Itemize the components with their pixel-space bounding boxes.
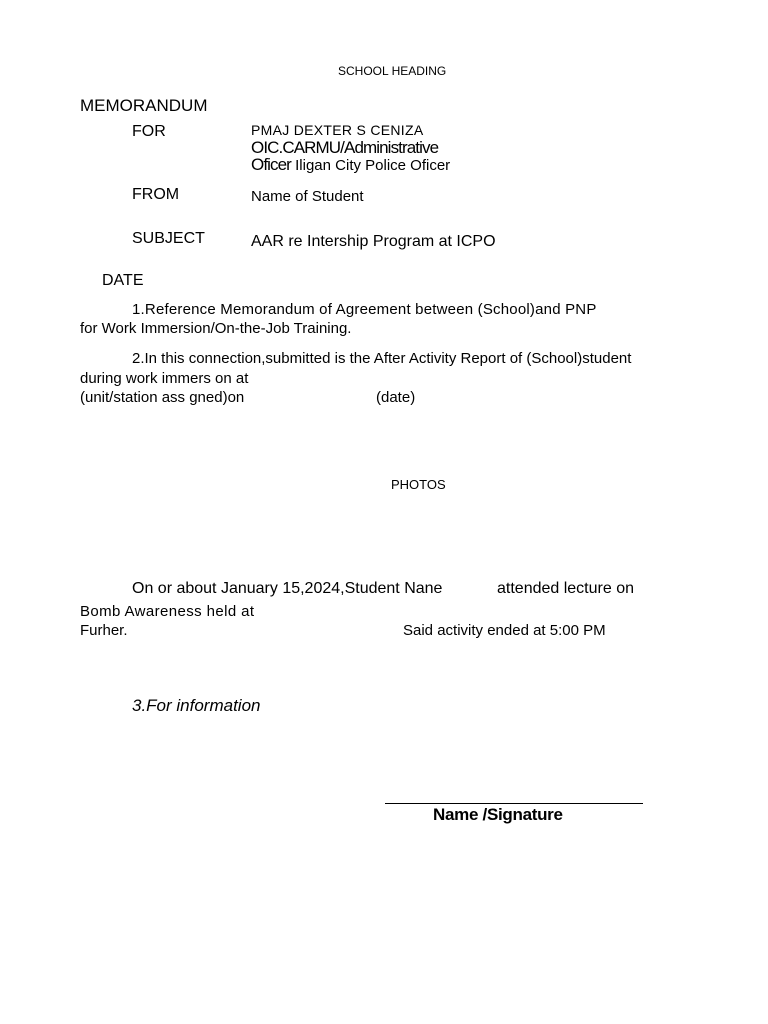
for-label: FOR <box>132 123 166 140</box>
paragraph-2-date: (date) <box>376 389 416 406</box>
date-label: DATE <box>102 272 144 289</box>
subject-value: AAR re Intership Program at ICPO <box>251 233 496 250</box>
signature-line <box>385 803 643 804</box>
memorandum-title: MEMORANDUM <box>80 96 208 115</box>
paragraph-1-line-1: 1.Reference Memorandum of Agreement between (School)and PNP <box>132 301 597 318</box>
from-value: Name of Student <box>251 188 364 205</box>
recipient-office-title: Oficer <box>251 155 291 174</box>
paragraph-3-line-1-start: On or about January 15,2024,Student Nane <box>132 580 443 597</box>
recipient-office <box>251 156 450 174</box>
paragraph-3-line-3: Furher. <box>80 622 128 639</box>
recipient-position: OIC.CARMU/Administrative <box>251 138 439 157</box>
paragraph-2-line-3: (unit/station ass gned)on <box>80 389 245 406</box>
recipient-office-unit: Iligan City Police Oficer <box>290 157 451 174</box>
signature-label: Name /Signature <box>433 805 563 824</box>
paragraph-2-line-2: during work immers on at <box>80 370 249 387</box>
paragraph-3-line-1-end: attended lecture on <box>497 580 634 597</box>
subject-label: SUBJECT <box>132 230 205 247</box>
photos-placeholder: PHOTOS <box>391 477 446 492</box>
closing-line: 3.For information <box>132 696 261 715</box>
paragraph-2-line-1: 2.In this connection,submitted is the After Activity Report of (School)student <box>132 350 632 367</box>
recipient-name: PMAJ DEXTER S CENIZA <box>251 122 424 138</box>
paragraph-3-line-2: Bomb Awareness held at <box>80 603 255 620</box>
from-label: FROM <box>132 186 180 203</box>
school-heading: SCHOOL HEADING <box>338 64 447 78</box>
paragraph-3-line-3-end: Said activity ended at 5:00 PM <box>403 622 606 639</box>
paragraph-1-line-2: for Work Immersion/On-the-Job Training. <box>80 320 352 337</box>
